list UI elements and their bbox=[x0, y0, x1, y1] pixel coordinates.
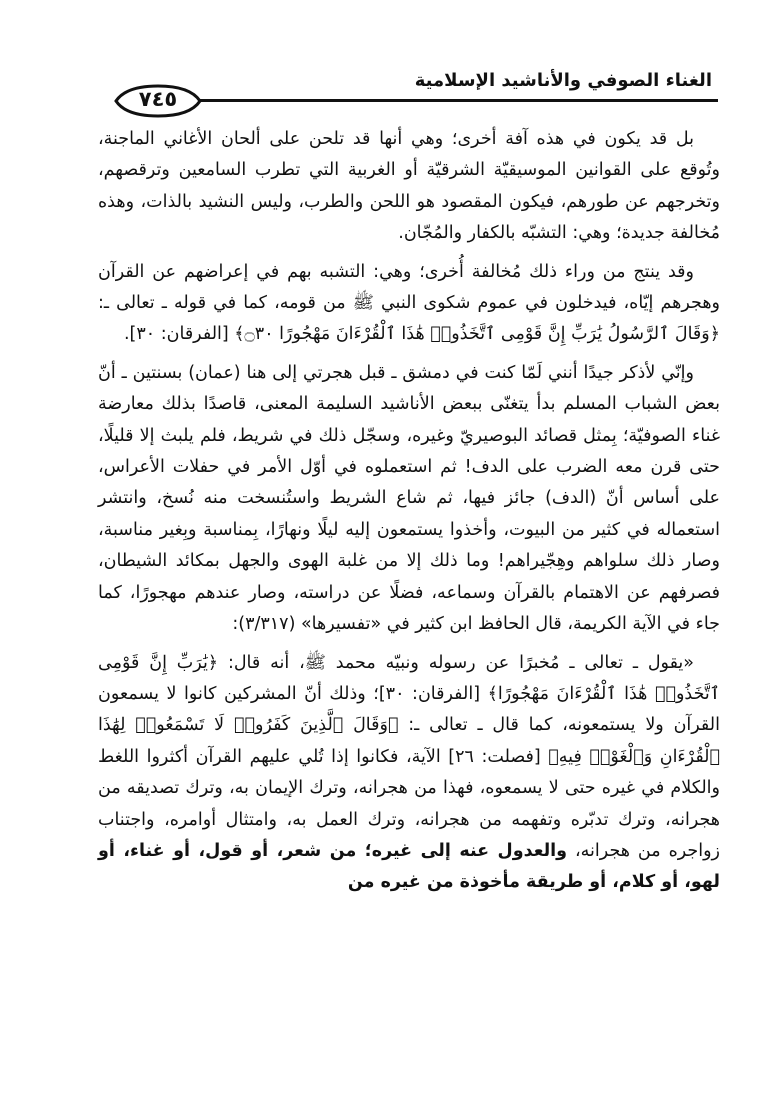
quran-verse: ﴿وَقَالَ ٱلرَّسُولُ يَٰرَبِّ إِنَّ قَوْمِى ٱتَّخَذُوا۟ هَٰذَا ٱلْقُرْءَانَ مَهْجُورًا ۝٣٠﴾ bbox=[234, 324, 720, 345]
page-number-badge bbox=[112, 84, 204, 118]
text-run: [فصلت: ٢٦] الآية، فكانوا إذا تُلي عليهم القرآن أكثروا اللغط والكلام في غيره حتى لا يسمعوه، فهذا من هجرانه، وترك الإيمان به، وترك تصديقه من هجرانه، وترك تدبّره وتفهمه من هجرانه، وترك العمل به، وامتثال أوامره، واجتناب زواجره من هجرانه، bbox=[98, 746, 720, 861]
page-header bbox=[98, 62, 718, 110]
page-number: ٧٤٥ bbox=[138, 87, 178, 111]
text-run: بل قد يكون في هذه آفة أخرى؛ وهي أنها قد تلحن على ألحان الأغاني الماجنة، وتُوقع على القوانين الموسيقيّة الشرقيّة أو الغربية التي تطرب السامعين وترقصهم، وتخرجهم عن طورهم، فيكون المقصود هو اللحن والطرب، وليس النشيد بالذات، وهذه مُخالفة جديدة؛ وهي: التشبّه بالكفار والمُجّان. bbox=[98, 129, 720, 244]
paragraph bbox=[98, 358, 720, 641]
text-run: «يقول ـ تعالى ـ مُخبرًا عن رسوله ونبيّه محمد ﷺ، أنه قال: bbox=[218, 652, 695, 673]
paragraph bbox=[98, 648, 720, 899]
body-text bbox=[98, 124, 720, 899]
text-run: [الفرقان: ٣٠]؛ وذلك أنّ المشركين كانوا لا يسمعون القرآن ولا يستمعونه، كما قال ـ تعالى ـ: bbox=[98, 683, 720, 736]
paragraph bbox=[98, 124, 720, 250]
quran-verse: ﴿وَقَالَ ٱلَّذِينَ كَفَرُوا۟ لَا تَسْمَعُوا۟ لِهَٰذَا ٱلْقُرْءَانِ وَٱلْغَوْا۟ فِيهِ﴾ bbox=[98, 715, 721, 767]
paragraph bbox=[98, 257, 720, 351]
emphasized-text: والعدول عنه إلى غيره؛ من شعر، أو قول، أو غناء، أو لهو، أو كلام، أو طريقة مأخوذة من غيره من bbox=[98, 840, 720, 893]
text-run: [الفرقان: ٣٠]. bbox=[123, 324, 235, 345]
quran-verse: ﴿يَٰرَبِّ إِنَّ قَوْمِى ٱتَّخَذُوا۟ هَٰذَا ٱلْقُرْءَانَ مَهْجُورًا﴾ bbox=[98, 652, 720, 704]
header-rule bbox=[194, 99, 718, 102]
text-run: وقد ينتج من وراء ذلك مُخالفة أُخرى؛ وهي: التشبه بهم في إعراضهم عن القرآن وهجرهم إيّاه، فيدخلون في عموم شكوى النبي ﷺ من قومه، كما في قوله ـ تعالى ـ: bbox=[98, 261, 720, 314]
running-title: الغناء الصوفي والأناشيد الإسلامية bbox=[414, 70, 712, 91]
text-run: وإنّي لأذكر جيدًا أنني لَمّا كنت في دمشق ـ قبل هجرتي إلى هنا (عمان) بسنتين ـ أنّ بعض الشباب المسلم بدأ يتغنّى ببعض الأناشيد السليمة المعنى، قاصدًا بذلك معارضة غناء الصوفيّة؛ بِمثل قصائد البوصيريّ وغيره، وسجّل ذلك في شريط، فلم يلبث إلا قليلًا، حتى قرن معه الضرب على الدف! ثم استعملوه في أوّل الأمر في حفلات الأعراس، على أساس أنّ (الدف) جائز فيها، ثم شاع الشريط واستُنسخت منه نُسخ، وانتشر استعماله في كثير من البيوت، وأخذوا يستمعون إليه ليلًا ونهارًا، بِمناسبة وبِغير مناسبة، وصار ذلك سلواهم وهِجّيراهم! وما ذلك إلا من غلبة الهوى والجهل بمكائد الشيطان، فصرفهم عن الاهتمام بالقرآن وسماعه، فضلًا عن دراسته، وصار عندهم مهجورًا، كما جاء في الآية الكريمة، قال الحافظ ابن كثير في «تفسيرها» (٣/٣١٧): bbox=[98, 362, 720, 635]
